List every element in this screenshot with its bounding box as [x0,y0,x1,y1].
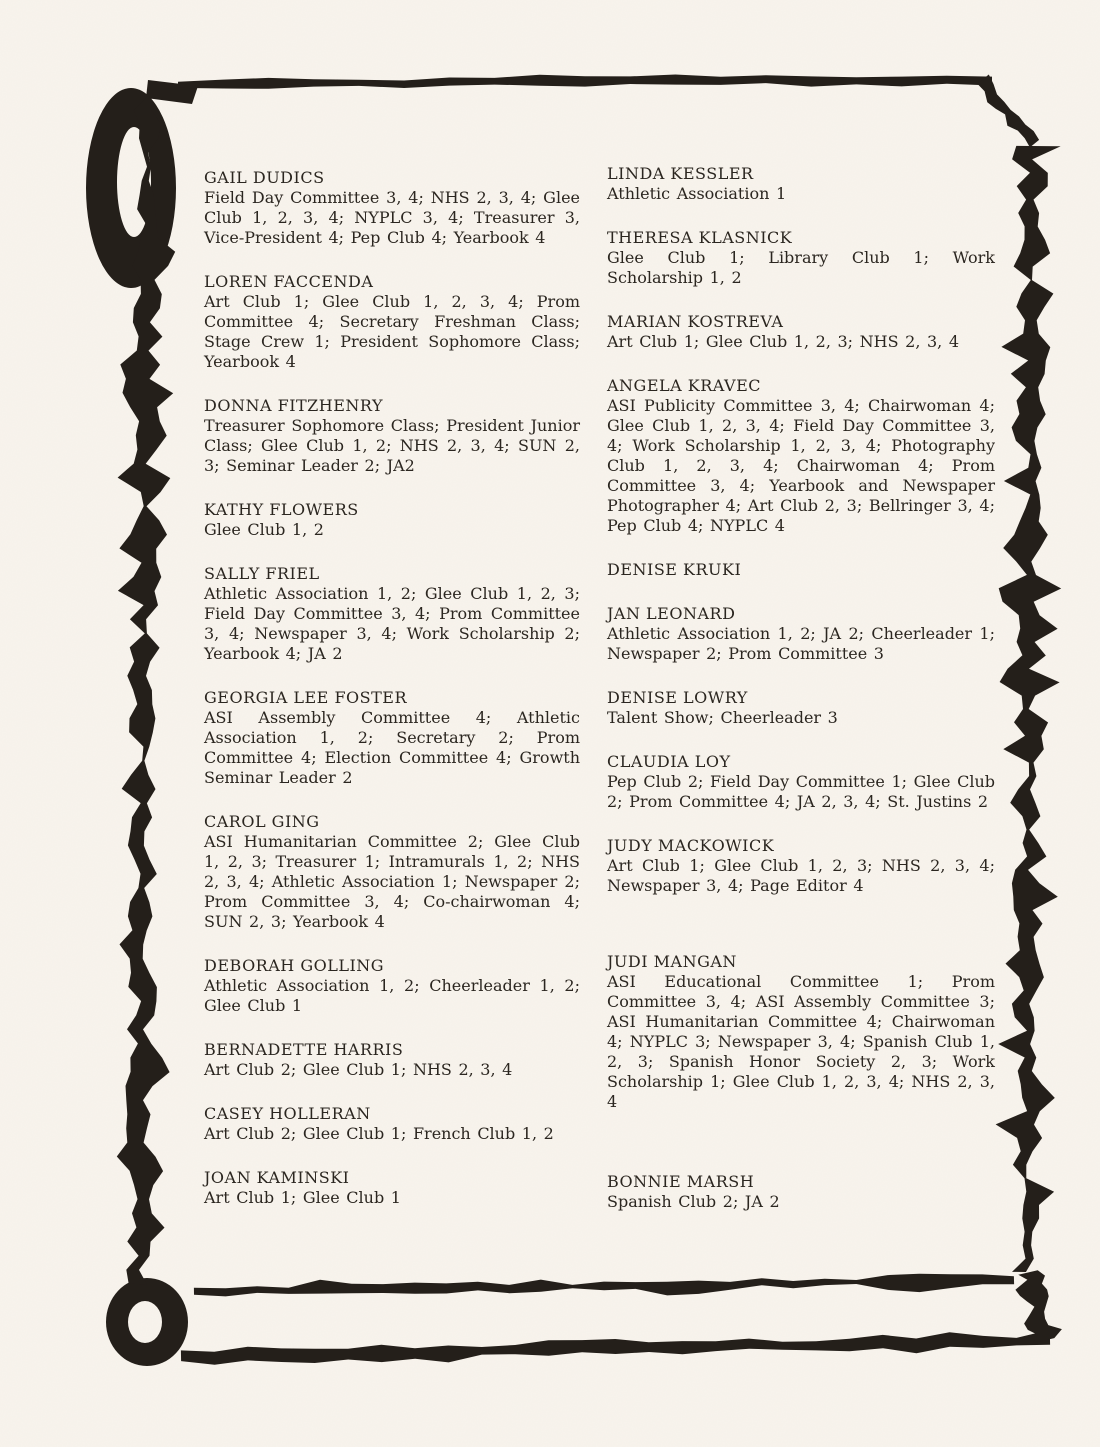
student-name: JAN LEONARD [607,604,736,623]
student-name: JUDY MACKOWICK [607,836,775,855]
student-activities: Treasurer Sophomore Class; President Junior Class; Glee Club 1, 2; NHS 2, 3, 4; SUN 2, 3; Seminar Leader 2; JA2 [204,416,580,475]
student-name: MARIAN KOSTREVA [607,312,784,331]
student-activities: ASI Publicity Committee 3, 4; Chairwoman 4; Glee Club 1, 2, 3, 4; Field Day Committee 3, 4; Work Scholarship 1, 2, 3, 4; Photography Club 1, 2, 3, 4; Chairwoman 4; Prom Committee 3, 4; Yearbook and Newspaper Photographer 4; Art Club 2, 3; Bellringer 3, 4; Pep Club 4; NYPLC 4 [607,396,995,535]
student-entry [204,500,580,540]
student-activities: Athletic Association 1 [607,184,787,203]
student-name: SALLY FRIEL [204,564,320,583]
student-activities: Pep Club 2; Field Day Committee 1; Glee Club 2; Prom Committee 4; JA 2, 3, 4; St. Justins 2 [607,772,995,811]
student-activities: Talent Show; Cheerleader 3 [607,708,838,727]
student-activities: Glee Club 1; Library Club 1; Work Scholarship 1, 2 [607,248,995,287]
student-activities: ASI Assembly Committee 4; Athletic Association 1, 2; Secretary 2; Prom Committee 4; Election Committee 4; Growth Seminar Leader 2 [204,708,580,787]
student-name: GEORGIA LEE FOSTER [204,688,408,707]
student-entry [607,164,995,204]
student-activities: Field Day Committee 3, 4; NHS 2, 3, 4; Glee Club 1, 2, 3, 4; NYPLC 3, 4; Treasurer 3, Vice-President 4; Pep Club 4; Yearbook 4 [204,188,580,247]
student-name: LOREN FACCENDA [204,272,374,291]
student-activities: Art Club 2; Glee Club 1; NHS 2, 3, 4 [204,1060,513,1079]
student-activities: Athletic Association 1, 2; Cheerleader 1, 2; Glee Club 1 [204,976,580,1015]
student-activities: Art Club 1; Glee Club 1, 2, 3; NHS 2, 3, 4; Newspaper 3, 4; Page Editor 4 [607,856,995,895]
student-activities: Athletic Association 1, 2; Glee Club 1, 2, 3; Field Day Committee 3, 4; Prom Committee 3, 4; Newspaper 3, 4; Work Scholarship 2; Yearbook 4; JA 2 [204,584,580,663]
student-entry [204,956,580,1016]
student-entry [607,604,995,664]
student-activities: ASI Humanitarian Committee 2; Glee Club 1, 2, 3; Treasurer 1; Intramurals 1, 2; NHS 2, 3, 4; Athletic Association 1; Newspaper 2; Prom Committee 3, 4; Co-chairwoman 4; SUN 2, 3; Yearbook 4 [204,832,580,931]
student-entry [204,812,580,932]
student-activities: Athletic Association 1, 2; JA 2; Cheerleader 1; Newspaper 2; Prom Committee 3 [607,624,995,663]
student-name: THERESA KLASNICK [607,228,793,247]
student-entry [607,952,995,1112]
student-activities: Spanish Club 2; JA 2 [607,1192,780,1211]
student-entry [204,1168,580,1208]
roster-column-right [607,164,995,1236]
student-activities: Art Club 1; Glee Club 1 [204,1188,401,1207]
student-activities: Art Club 1; Glee Club 1, 2, 3, 4; Prom Committee 4; Secretary Freshman Class; Stage Crew 1; President Sophomore Class; Yearbook 4 [204,292,580,371]
student-name: KATHY FLOWERS [204,500,359,519]
student-name: JUDI MANGAN [607,952,737,971]
student-entry [607,836,995,896]
student-entry [204,272,580,372]
student-entry [607,1172,995,1212]
student-activities: ASI Educational Committee 1; Prom Committee 3, 4; ASI Assembly Committee 3; ASI Humanitarian Committee 4; Chairwoman 4; NYPLC 3; Newspaper 3, 4; Spanish Club 1, 2, 3; Spanish Honor Society 2, 3; Work Scholarship 1; Glee Club 1, 2, 3, 4; NHS 2, 3, 4 [607,972,995,1111]
roster-column-left [204,168,580,1232]
student-name: ANGELA KRAVEC [607,376,762,395]
student-name: LINDA KESSLER [607,164,754,183]
student-activities: Art Club 1; Glee Club 1, 2, 3; NHS 2, 3, 4 [607,332,960,351]
student-name: CASEY HOLLERAN [204,1104,371,1123]
student-activities: Glee Club 1, 2 [204,520,324,539]
student-name: DEBORAH GOLLING [204,956,385,975]
student-name: BERNADETTE HARRIS [204,1040,404,1059]
student-entry [607,312,995,352]
student-entry [607,752,995,812]
student-name: JOAN KAMINSKI [204,1168,350,1187]
student-name: DENISE KRUKI [607,560,742,579]
student-activities: Art Club 2; Glee Club 1; French Club 1, 2 [204,1124,554,1143]
student-entry [204,564,580,664]
student-entry [607,228,995,288]
student-entry [204,1040,580,1080]
student-name: DENISE LOWRY [607,688,748,707]
student-entry [607,688,995,728]
student-name: CLAUDIA LOY [607,752,731,771]
student-entry [204,168,580,248]
student-name: CAROL GING [204,812,320,831]
student-name: DONNA FITZHENRY [204,396,384,415]
student-name: GAIL DUDICS [204,168,325,187]
student-name: BONNIE MARSH [607,1172,755,1191]
student-entry [607,376,995,536]
student-entry [204,396,580,476]
student-entry [607,560,995,580]
student-entry [204,688,580,788]
student-entry [204,1104,580,1144]
